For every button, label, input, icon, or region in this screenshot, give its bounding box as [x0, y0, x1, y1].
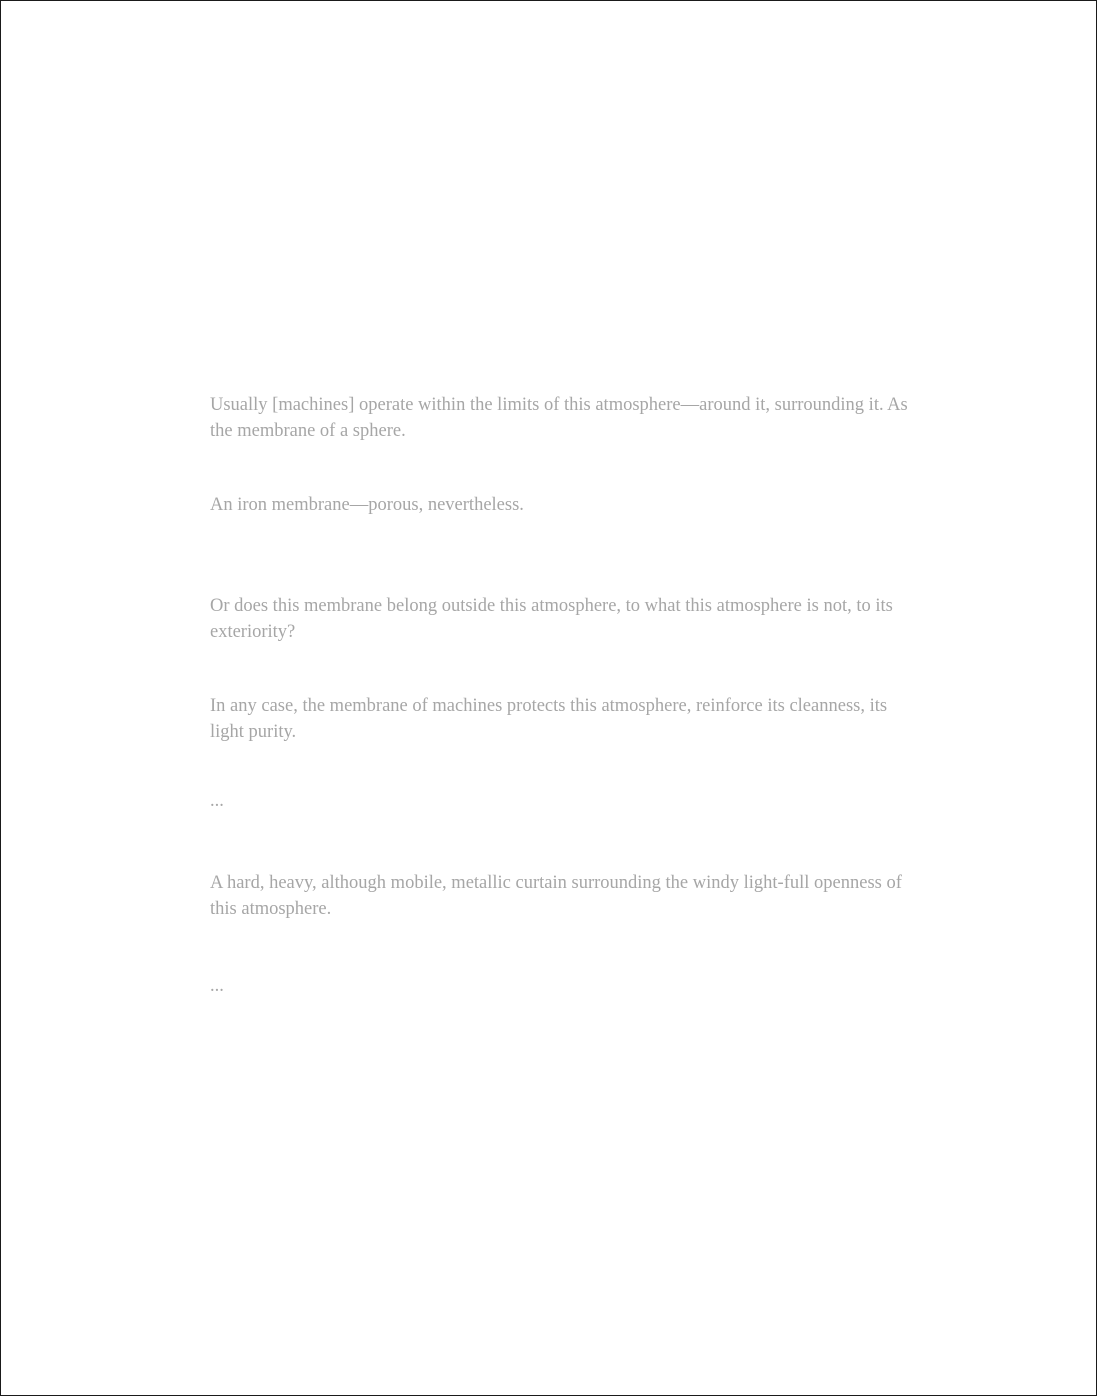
ellipsis-separator: ...	[210, 976, 224, 996]
paragraph-membrane-exteriority: Or does this membrane belong outside this atmosphere, to what this atmosphere is not, to its exteriority?	[210, 596, 893, 642]
paragraph-iron-membrane: An iron membrane—porous, nevertheless.	[210, 495, 524, 515]
ellipsis-separator: ...	[210, 791, 224, 811]
paragraph-machines-atmosphere: Usually [machines] operate within the limits of this atmosphere—around it, surrounding it. As the membrane of a sphere.	[210, 395, 908, 441]
paragraph-metallic-curtain: A hard, heavy, although mobile, metallic curtain surrounding the windy light-full openness of this atmosphere.	[210, 873, 902, 919]
paragraph-membrane-protects: In any case, the membrane of machines protects this atmosphere, reinforce its cleanness, its light purity.	[210, 696, 888, 742]
